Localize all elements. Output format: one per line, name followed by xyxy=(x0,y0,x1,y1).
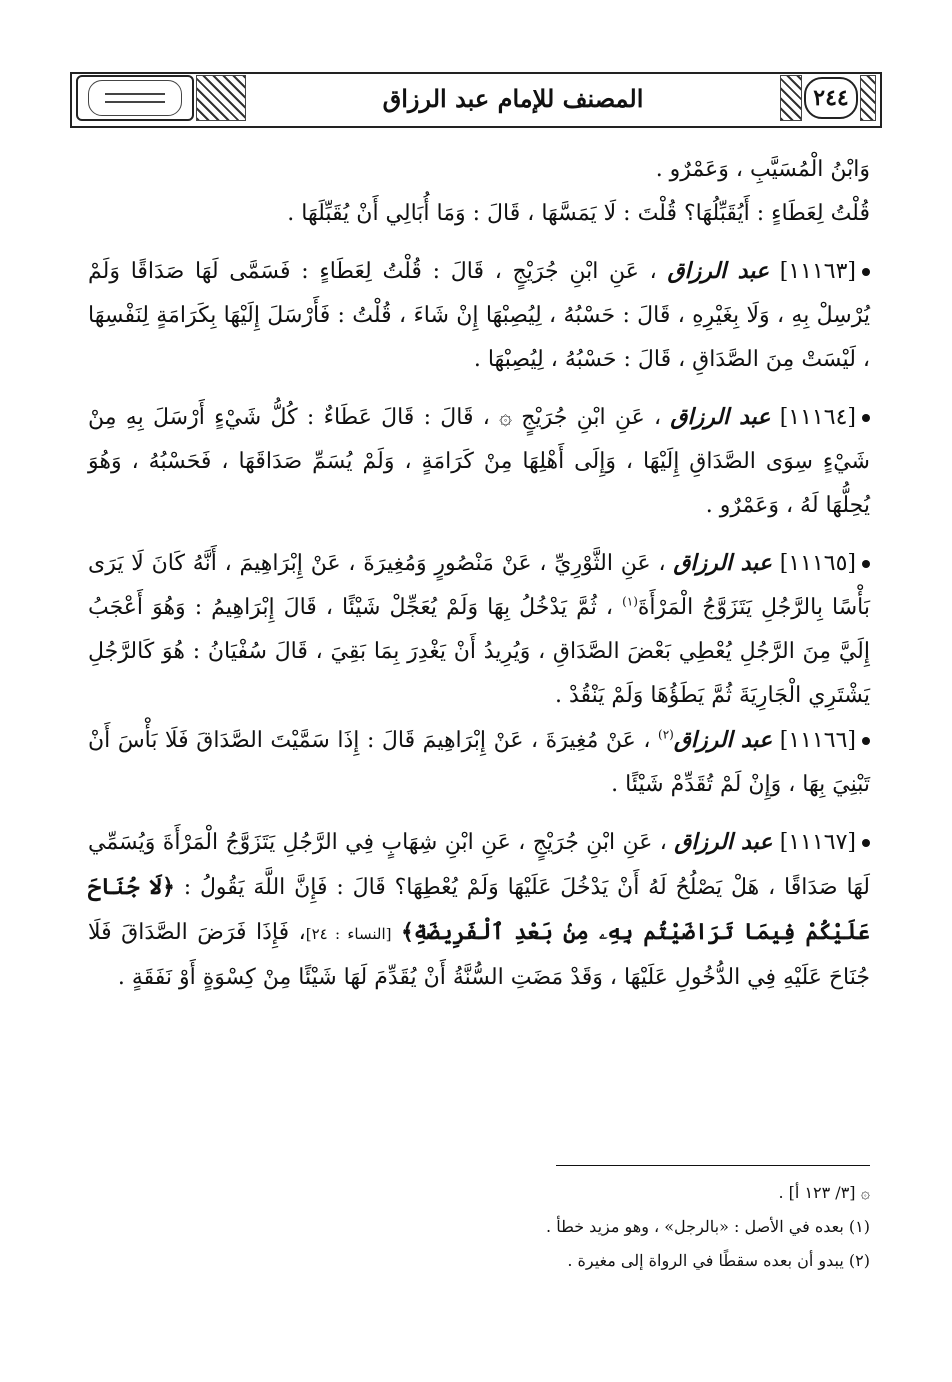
footnotes xyxy=(88,1176,870,1278)
hadith-text: ، عَنِ ابْنِ جُرَيْجٍ ، عَنِ ابْنِ شِهَابٍ فِي الرَّجُلِ يَتَزَوَّجُ الْمَرْأَةَ وَيُسَمِّي لَهَا صَدَاقًا ، هَلْ يَصْلُحُ لَهُ أَنْ يَدْخُلَ عَلَيْهَا وَلَمْ يُعْطِهَا؟ قَالَ : فَإِنَّ اللَّهَ يَقُولُ : xyxy=(88,830,870,900)
running-title: المصنف للإمام عبد الرزاق xyxy=(382,83,644,113)
hadith-text: ، ثُمَّ يَدْخُلُ بِهَا وَلَمْ يُعَجِّلْ شَيْئًا ، قَالَ إِبْرَاهِيمُ : وَهُوَ أَعْجَبُ إِلَيَّ مِنَ الرَّجُلِ يُعْطِي بَعْضَ الصَّدَاقِ ، وَيُرِيدُ أَنْ يَغْدِرَ بِمَا بَقِيَ ، قَالَ سُفْيَانُ : هُوَ كَالرَّجُلِ يَشْتَرِي الْجَارِيَةَ ثُمَّ يَطَؤُهَا وَلَمْ يَنْقُدْ . xyxy=(88,595,870,708)
bullet-icon xyxy=(862,839,870,847)
hadith-number: [١١١٦٦] xyxy=(779,728,856,753)
header-ornament-left xyxy=(196,75,246,121)
seal-inner-ornament xyxy=(88,80,182,116)
footnote-divider xyxy=(556,1165,870,1166)
hadith-11164 xyxy=(88,395,870,528)
page-number: ٢٤٤ xyxy=(804,77,858,119)
narrator: عبد الرزاق xyxy=(673,727,773,753)
header-ornament-far-right xyxy=(860,75,876,121)
footnote-1: (١) بعده في الأصل : «بالرجل» ، وهو مزيد خطأ . xyxy=(546,1217,870,1236)
quran-verse: ﴿لَا جُنَاحَ عَلَيْكُمْ فِيمَا تَرَاضَيْتُم بِهِۦ مِنۢ بَعْدِ ٱلْفَرِيضَةِ﴾ xyxy=(88,874,870,945)
bullet-icon xyxy=(862,414,870,422)
hadith-text: ، عَنِ ابْنِ جُرَيْجٍ ۞ ، قَالَ : قَالَ عَطَاءٌ : كُلُّ شَيْءٍ أَرْسَلَ بِهِ مِنْ شَيْءٍ سِوَى الصَّدَاقِ إِلَيْهَا ، وَإِلَى أَهْلِهَا مِنْ كَرَامَةٍ ، وَلَمْ يُسَمِّ صَدَاقَهَا ، فَحَسْبُهُ ، وَهُوَ يُحِلُّهَا لَهُ ، وَعَمْرٌو . xyxy=(88,405,870,518)
seal-line xyxy=(105,93,165,95)
hadith-number: [١١١٦٥] xyxy=(779,551,856,576)
bullet-icon xyxy=(862,737,870,745)
footnote-marker: (١) xyxy=(622,594,638,609)
paragraph xyxy=(88,192,870,236)
hadith-text: ، فَإِذَا فَرَضَ الصَّدَاقَ فَلَا جُنَاحَ عَلَيْهِ فِي الدُّخُولِ عَلَيْهَا ، وَقَدْ مَضَتِ السُّنَّةُ أَنْ يُقَدِّمَ لَهَا شَيْئًا مِنْ كِسْوَةٍ أَوْ نَفَقَةٍ . xyxy=(88,920,870,990)
main-text xyxy=(88,148,870,1000)
hadith-text: ، عَنْ مُغِيرَةَ ، عَنْ إِبْرَاهِيمَ قَالَ : إِذَا سَمَّيْتَ الصَّدَاقَ فَلَا بَأْسَ أَنْ تَبْنِيَ بِهَا ، وَإِنْ لَمْ تُقَدِّمْ شَيْئًا . xyxy=(88,728,870,797)
bullet-icon xyxy=(862,268,870,276)
hadith-11165 xyxy=(88,541,870,718)
bullet-icon xyxy=(862,560,870,568)
narrator: عبد الرزاق xyxy=(670,404,771,430)
book-seal-icon xyxy=(76,75,194,121)
page-header xyxy=(70,72,882,128)
hadith-number: [١١١٦٧] xyxy=(779,830,857,855)
header-ornament-right xyxy=(780,75,802,121)
hadith-number: [١١١٦٣] xyxy=(779,259,856,284)
footnote-marker: (٢) xyxy=(658,727,674,742)
paragraph-text: قُلْتُ لِعَطَاءٍ : أَيُقَبِّلُهَا؟ قُلْتَ : لَا يَمَسَّهَا ، قَالَ : وَمَا أُبَالِي أَنْ يُقَبِّلَهَا . xyxy=(287,201,870,226)
footnote-2: (٢) يبدو أن بعده سقطًا في الرواة إلى مغيرة . xyxy=(567,1251,870,1270)
hadith-11163 xyxy=(88,249,870,382)
hadith-11166 xyxy=(88,718,870,807)
footnote-folio: ۞ [٣/ ١٢٣ أ] . xyxy=(778,1183,870,1202)
hadith-11167 xyxy=(88,820,870,1000)
hadith-text: ، عَنِ الثَّوْرِيِّ ، عَنْ مَنْصُورٍ وَمُغِيرَةَ ، عَنْ إِبْرَاهِيمَ ، أَنَّهُ كَانَ لَا يَرَى بَأْسًا بِالرَّجُلِ يَتَزَوَّجُ الْمَرْأَةَ xyxy=(88,551,870,620)
hadith-text: ، عَنِ ابْنِ جُرَيْجٍ ، قَالَ : قُلْتُ لِعَطَاءٍ : فَسَمَّى لَهَا صَدَاقًا وَلَمْ يُرْسِلْ بِهِ ، وَلَا بِغَيْرِهِ ، قَالَ : حَسْبُهُ ، لِيُصِبْهَا إِنْ شَاءَ ، قُلْتُ : فَأَرْسَلَ إِلَيْهَا بِكَرَامَةٍ لِنَفْسِهَا ، لَيْسَتْ مِنَ الصَّدَاقِ ، قَالَ : حَسْبُهُ ، لِيُصِبْهَا . xyxy=(88,259,870,372)
seal-line xyxy=(105,101,165,103)
paragraph xyxy=(88,148,870,192)
hadith-number: [١١١٦٤] xyxy=(779,405,856,430)
paragraph-text: وَابْنُ الْمُسَيَّبِ ، وَعَمْرٌو . xyxy=(655,157,870,182)
narrator: عبد الرزاق xyxy=(674,829,773,855)
narrator: عبد الرزاق xyxy=(667,258,769,284)
surah-reference: [النساء : ٢٤] xyxy=(305,925,392,943)
narrator: عبد الرزاق xyxy=(673,550,772,576)
